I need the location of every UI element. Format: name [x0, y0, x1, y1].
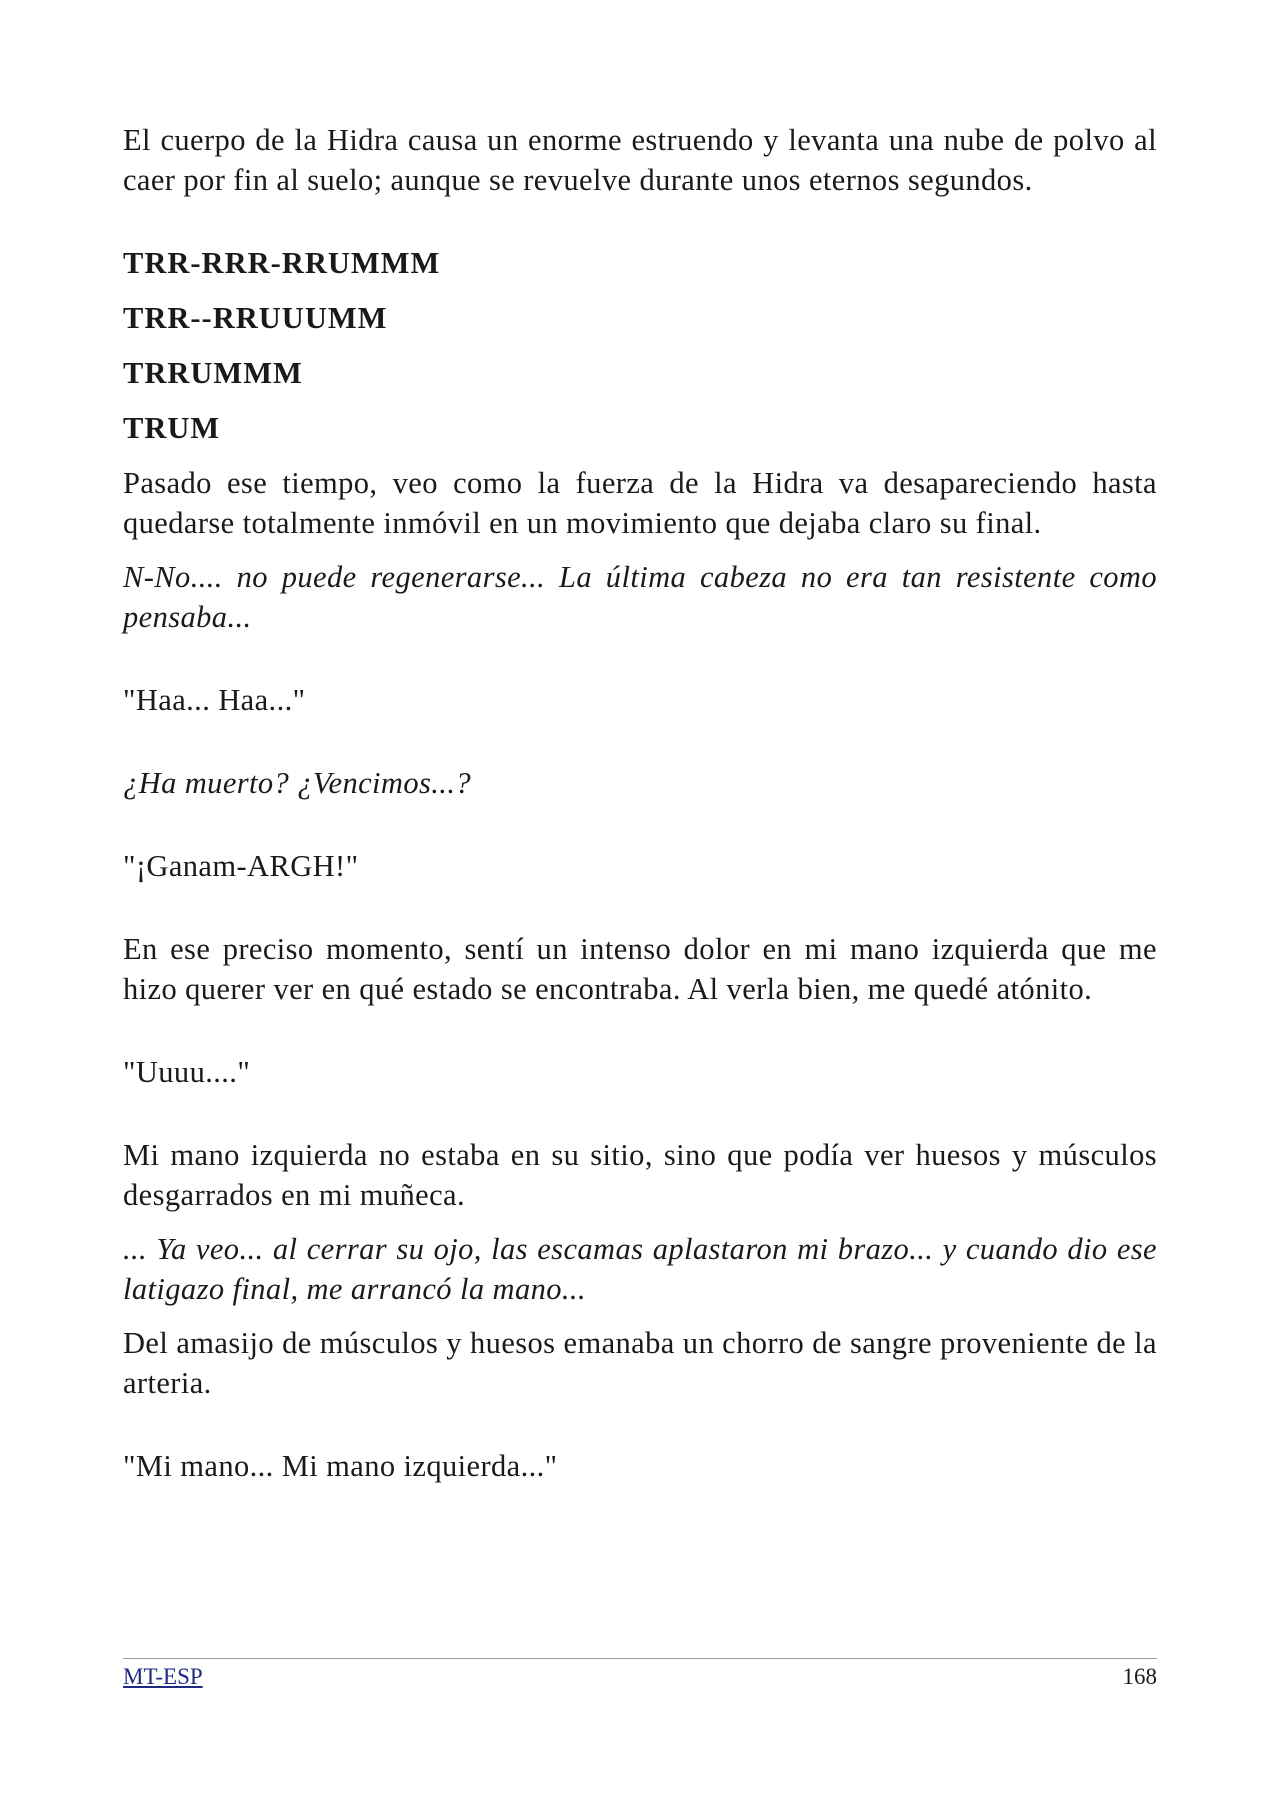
dialogue-line: "Mi mano... Mi mano izquierda..."	[123, 1449, 558, 1483]
sound-effect: TRUM	[123, 411, 221, 445]
paragraph: El cuerpo de la Hidra causa un enorme estruendo y levanta una nube de polvo al caer por fin al suelo; aunque se revuelve durante unos eternos segundos.	[123, 123, 1157, 197]
thought-paragraph: ... Ya veo... al cerrar su ojo, las escamas aplastaron mi brazo... y cuando dio ese latigazo final, me arrancó la mano...	[123, 1232, 1157, 1306]
page-number: 168	[1122, 1664, 1157, 1689]
paragraph: Pasado ese tiempo, veo como la fuerza de la Hidra va desapareciendo hasta quedarse totalmente inmóvil en un movimiento que dejaba claro su final.	[123, 466, 1157, 540]
sound-effect: TRR--RRUUUMM	[123, 301, 388, 335]
thought-paragraph: N-No.... no puede regenerarse... La última cabeza no era tan resistente como pensaba...	[123, 560, 1157, 634]
paragraph: Del amasijo de músculos y huesos emanaba un chorro de sangre proveniente de la arteria.	[123, 1326, 1157, 1400]
sound-effect: TRRUMMM	[123, 356, 303, 390]
footer-link[interactable]: MT-ESP	[123, 1664, 203, 1689]
paragraph: Mi mano izquierda no estaba en su sitio, sino que podía ver huesos y músculos desgarrados en mi muñeca.	[123, 1138, 1157, 1212]
dialogue-line: "Uuuu...."	[123, 1055, 251, 1089]
page-body	[123, 120, 1157, 1500]
thought-paragraph: ¿Ha muerto? ¿Vencimos...?	[123, 766, 472, 800]
dialogue-line: "¡Ganam-ARGH!"	[123, 849, 359, 883]
page-footer	[123, 1658, 1157, 1691]
sound-effect: TRR-RRR-RRUMMM	[123, 246, 441, 280]
dialogue-line: "Haa... Haa..."	[123, 683, 306, 717]
paragraph: En ese preciso momento, sentí un intenso dolor en mi mano izquierda que me hizo querer ver en qué estado se encontraba. Al verla bien, me quedé atónito.	[123, 932, 1157, 1006]
